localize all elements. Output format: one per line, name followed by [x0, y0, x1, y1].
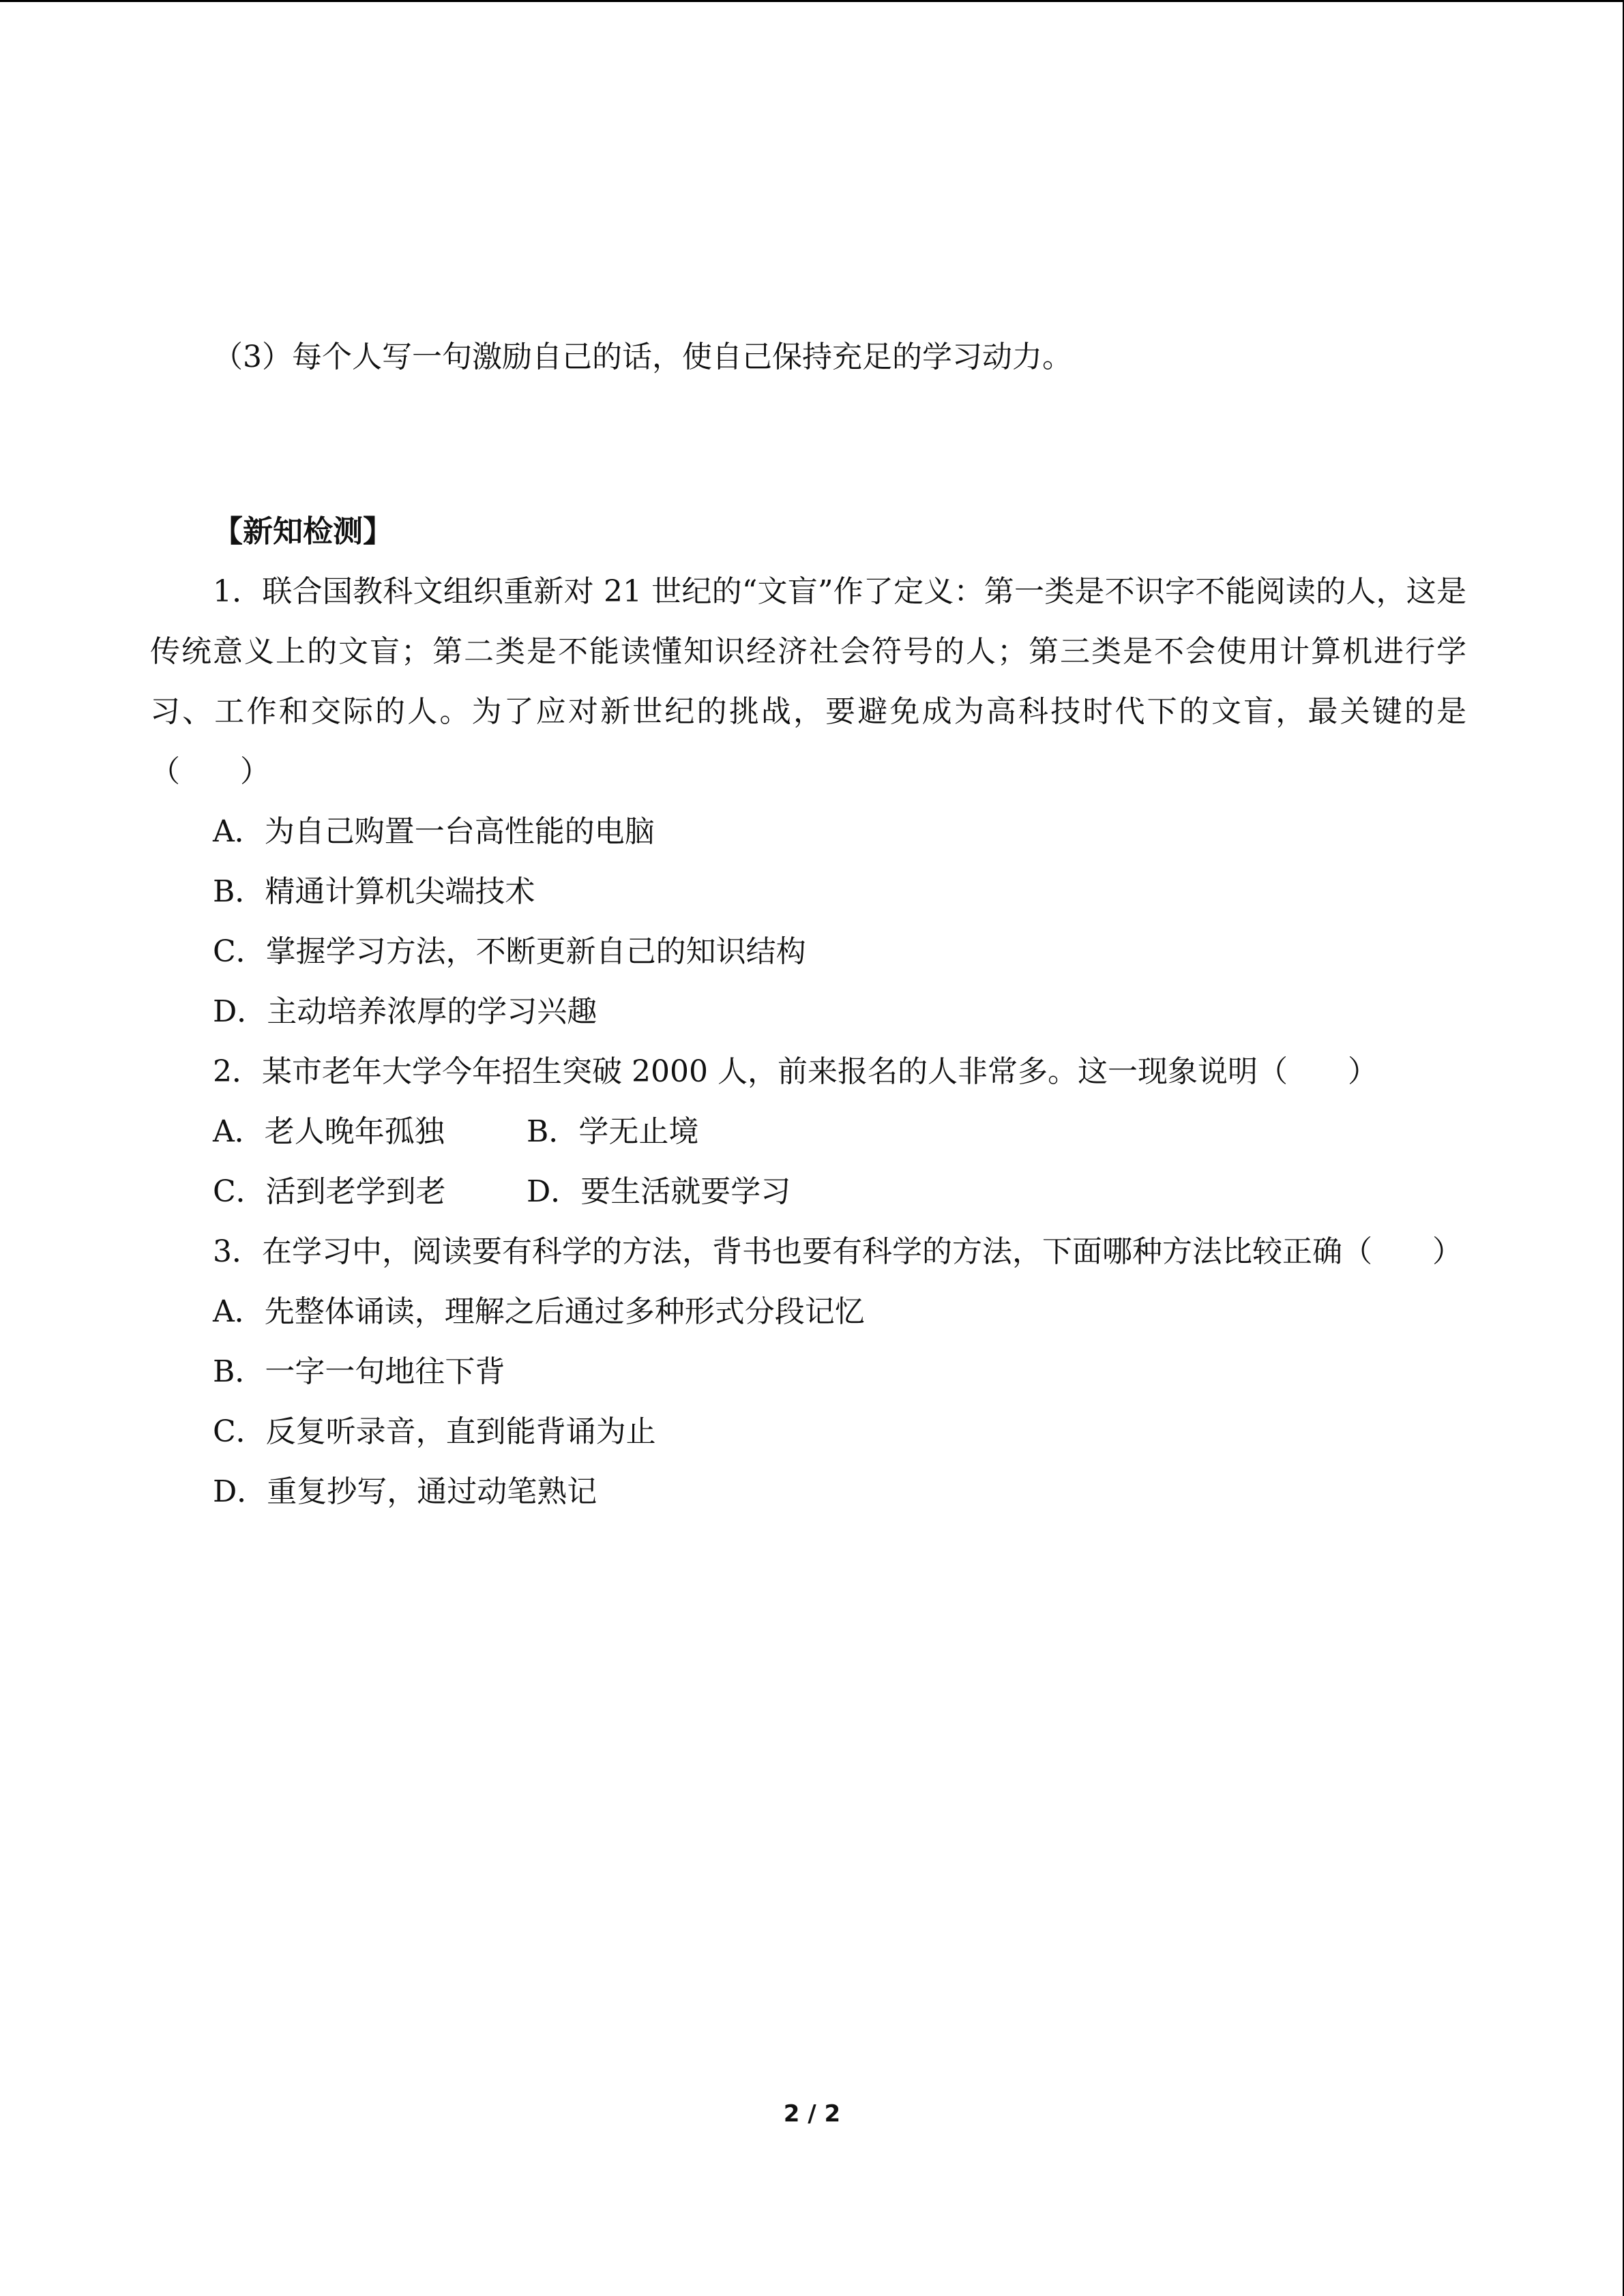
question-2-stem: 2．某市老年大学今年招生突破 2000 人，前来报名的人非常多。这一现象说明（ ） [213, 1054, 1378, 1089]
question-3-option-b: B．一字一句地往下背 [213, 1354, 505, 1389]
page-top-border [0, 0, 1624, 2]
question-1-option-a: A．为自己购置一台高性能的电脑 [213, 814, 655, 849]
question-3-option-c: C．反复听录音，直到能背诵为止 [213, 1414, 656, 1449]
question-2-option-c: C．活到老学到老 [213, 1174, 446, 1209]
page-number: 2 / 2 [783, 2100, 841, 2128]
question-2-options-row-1 [150, 1102, 1466, 1162]
section-title: 【新知检测】 [213, 514, 393, 549]
question-3-stem: 3．在学习中，阅读要有科学的方法，背书也要有科学的方法，下面哪种方法比较正确（ ） [213, 1234, 1462, 1269]
question-1-option-b: B．精通计算机尖端技术 [213, 874, 535, 909]
question-3-option-a: A．先整体诵读，理解之后通过多种形式分段记忆 [213, 1294, 865, 1329]
question-2-option-b: B．学无止境 [527, 1114, 699, 1149]
question-2-option-a: A．老人晚年孤独 [213, 1114, 445, 1149]
question-1-option-d: D．主动培养浓厚的学习兴趣 [213, 994, 597, 1029]
question-2-option-d: D．要生活就要学习 [527, 1174, 791, 1209]
question-3-option-d: D．重复抄写，通过动笔熟记 [213, 1474, 597, 1509]
spacer [150, 387, 1466, 502]
question-1-stem: 1．联合国教科文组织重新对 21 世纪的“文盲”作了定义：第一类是不识字不能阅读的人，这是传统意义上的文盲；第二类是不能读懂知识经济社会符号的人；第三类是不会使用计算机进行学习、工作和交际的人。为了应对新世纪的挑战，要避免成为高科技时代下的文盲，最关键的是（ ） [150, 574, 1466, 789]
question-1-option-c: C．掌握学习方法，不断更新自己的知识结构 [213, 934, 806, 969]
question-2-options-row-2 [150, 1162, 1466, 1222]
document-page [150, 327, 1466, 1522]
activity-item-3: （3）每个人写一句激励自己的话，使自己保持充足的学习动力。 [213, 340, 1072, 374]
